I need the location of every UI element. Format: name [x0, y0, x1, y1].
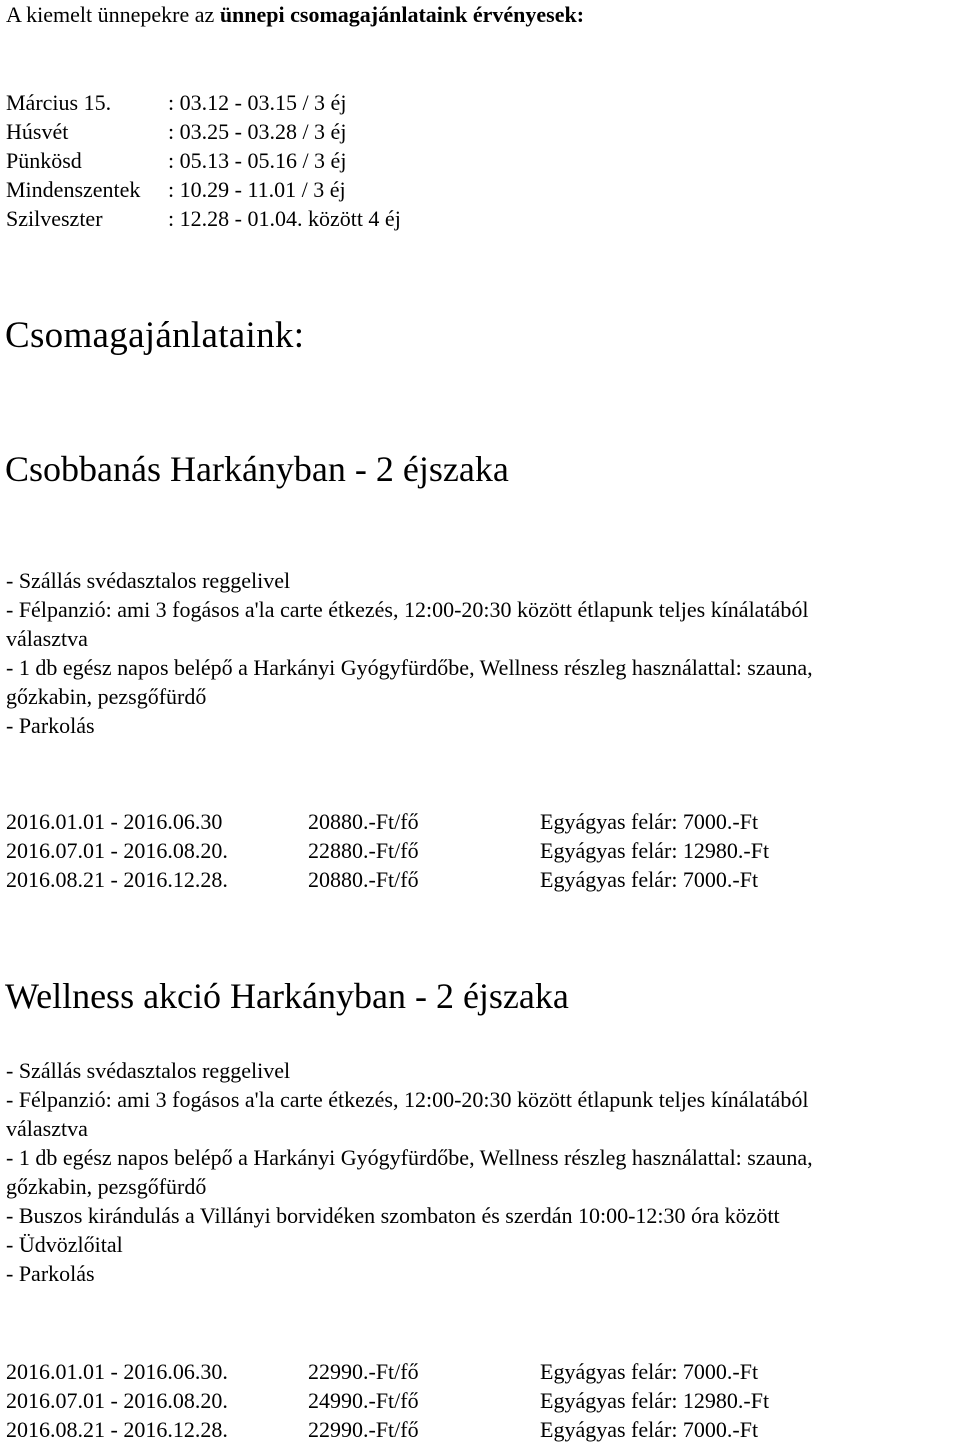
package2-line: gőzkabin, pezsgőfürdő [6, 1174, 207, 1199]
package2-title: Wellness akció Harkányban - 2 éjszaka [5, 976, 569, 1016]
holiday-row [0, 204, 600, 233]
holiday-row [0, 88, 600, 117]
holiday-dates: : 12.28 - 01.04. között 4 éj [168, 206, 401, 231]
package1-title: Csobbanás Harkányban - 2 éjszaka [5, 449, 509, 489]
price-row [6, 836, 946, 865]
price-value: 22880.-Ft/fő [308, 838, 419, 863]
price-row [6, 807, 946, 836]
price-supplement: Egyágyas felár: 7000.-Ft [540, 1359, 759, 1384]
price-period: 2016.01.01 - 2016.06.30. [6, 1359, 228, 1384]
package2-line: választva [6, 1116, 88, 1141]
price-row [6, 1357, 946, 1386]
holiday-name: Március 15. [6, 90, 112, 115]
holiday-name: Szilveszter [6, 206, 103, 231]
intro-text [6, 0, 584, 29]
holiday-dates: : 03.25 - 03.28 / 3 éj [168, 119, 347, 144]
price-value: 20880.-Ft/fő [308, 809, 419, 834]
intro-bold: ünnepi csomagajánlataink érvényesek: [219, 2, 585, 27]
package1-line: - Parkolás [6, 713, 95, 738]
holiday-row [0, 175, 600, 204]
package2-line: - 1 db egész napos belépő a Harkányi Gyógyfürdőbe, Wellness részleg használattal: szauna, [6, 1145, 813, 1170]
price-supplement: Egyágyas felár: 12980.-Ft [540, 838, 770, 863]
package2-details [6, 1056, 813, 1288]
package1-line: - Szállás svédasztalos reggelivel [6, 568, 291, 593]
holiday-row [0, 117, 600, 146]
holiday-name: Pünkösd [6, 148, 82, 173]
price-period: 2016.07.01 - 2016.08.20. [6, 1388, 228, 1413]
section-title: Csomagajánlataink: [5, 315, 305, 356]
price-period: 2016.08.21 - 2016.12.28. [6, 1417, 228, 1442]
price-period: 2016.08.21 - 2016.12.28. [6, 867, 228, 892]
intro-prefix: A kiemelt ünnepekre az [6, 2, 220, 27]
holiday-dates: : 10.29 - 11.01 / 3 éj [168, 177, 346, 202]
price-row [6, 1415, 946, 1444]
holiday-row [0, 146, 600, 175]
package2-line: - Félpanzió: ami 3 fogásos a'la carte étkezés, 12:00-20:30 között étlapunk teljes kínálatából [6, 1087, 809, 1112]
price-value: 22990.-Ft/fő [308, 1359, 419, 1384]
price-value: 22990.-Ft/fő [308, 1417, 419, 1442]
holiday-name: Mindenszentek [6, 177, 141, 202]
price-supplement: Egyágyas felár: 7000.-Ft [540, 809, 759, 834]
package1-line: gőzkabin, pezsgőfürdő [6, 684, 207, 709]
holiday-dates: : 03.12 - 03.15 / 3 éj [168, 90, 347, 115]
package2-line: - Buszos kirándulás a Villányi borvidéken szombaton és szerdán 10:00-12:30 óra között [6, 1203, 780, 1228]
price-row [6, 1386, 946, 1415]
price-supplement: Egyágyas felár: 12980.-Ft [540, 1388, 770, 1413]
package1-line: - 1 db egész napos belépő a Harkányi Gyógyfürdőbe, Wellness részleg használattal: szauna, [6, 655, 813, 680]
package1-details [6, 566, 813, 740]
package2-line: - Parkolás [6, 1261, 95, 1286]
package2-line: - Üdvözlőital [6, 1232, 123, 1257]
price-value: 24990.-Ft/fő [308, 1388, 419, 1413]
holiday-name: Húsvét [6, 119, 69, 144]
price-supplement: Egyágyas felár: 7000.-Ft [540, 867, 759, 892]
price-supplement: Egyágyas felár: 7000.-Ft [540, 1417, 759, 1442]
price-period: 2016.01.01 - 2016.06.30 [6, 809, 223, 834]
price-period: 2016.07.01 - 2016.08.20. [6, 838, 228, 863]
holiday-dates: : 05.13 - 05.16 / 3 éj [168, 148, 347, 173]
price-row [6, 865, 946, 894]
package1-line: - Félpanzió: ami 3 fogásos a'la carte étkezés, 12:00-20:30 között étlapunk teljes kínálatából [6, 597, 809, 622]
package2-line: - Szállás svédasztalos reggelivel [6, 1058, 291, 1083]
package1-line: választva [6, 626, 88, 651]
price-value: 20880.-Ft/fő [308, 867, 419, 892]
